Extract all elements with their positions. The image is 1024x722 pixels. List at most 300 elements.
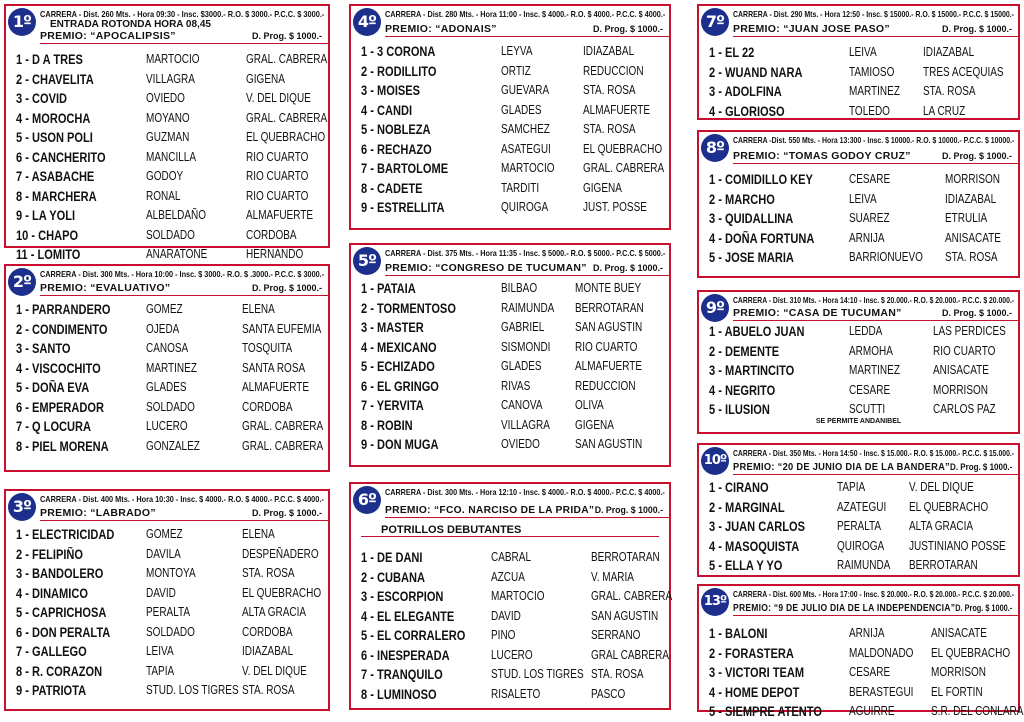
horse-name: 3 - QUIDALLINA	[709, 211, 794, 226]
entry-row	[709, 517, 1012, 537]
origin-place: TRES ACEQUIAS	[923, 64, 1004, 79]
origin-place: LA CRUZ	[923, 103, 966, 118]
entry-row	[709, 663, 1012, 683]
origin-place: BERROTARAN	[909, 558, 978, 572]
entry-row	[361, 279, 663, 299]
entry-row	[361, 416, 663, 436]
origin-place: MORRISON	[933, 382, 988, 397]
header-divider	[733, 163, 1018, 164]
horse-name: 2 - TORMENTOSO	[361, 300, 456, 316]
header-divider	[733, 474, 1018, 475]
jockey-name: DAVILA	[146, 546, 181, 561]
origin-place: ALMAFUERTE	[583, 102, 651, 117]
prize-line	[733, 307, 1012, 319]
entry-list	[709, 170, 1012, 268]
jockey-name: RONAL	[146, 188, 181, 203]
entry-list	[709, 322, 1012, 420]
entry-row	[709, 400, 1012, 420]
jockey-name: MARTOCIO	[491, 589, 545, 603]
entry-row	[709, 248, 1012, 268]
entry-row	[16, 187, 322, 207]
prize-name: PREMIO: “JUAN JOSE PASO”	[733, 23, 890, 35]
horse-name: 3 - BANDOLERO	[16, 566, 104, 581]
origin-place: GRAL. CABRERA	[583, 161, 665, 175]
prize-name: PREMIO: “20 DE JUNIO DIA DE LA BANDERA”	[733, 461, 951, 473]
horse-name: 4 - CANDI	[361, 102, 413, 118]
horse-name: 3 - MARTINCITO	[709, 363, 795, 378]
entry-row	[16, 359, 322, 379]
jockey-name: LEIVA	[146, 644, 174, 658]
jockey-name: BERASTEGUI	[849, 684, 914, 699]
horse-name: 7 - YERVITA	[361, 398, 424, 413]
origin-place: BERROTARAN	[575, 300, 644, 315]
jockey-name: SOLDADO	[146, 399, 195, 414]
jockey-name: LUCERO	[146, 419, 188, 433]
origin-place: SAN AGUSTIN	[591, 608, 659, 623]
entry-row	[16, 681, 322, 701]
origin-place: GRAL. CABRERA	[242, 419, 324, 433]
race-header: CARRERA - Dist. 350 Mts. - Hora 14:50 - Insc. $ 15.000.- R.O. $ 15.000.- P.C.C. $ 15.000.-	[733, 448, 1014, 458]
entry-row	[361, 120, 663, 140]
horse-name: 6 - DON PERALTA	[16, 624, 111, 640]
horse-name: 2 - MARGINAL	[709, 499, 785, 515]
horse-name: 9 - ESTRELLITA	[361, 200, 445, 215]
jockey-name: RAIMUNDA	[837, 558, 891, 572]
race-number-badge: 7º	[701, 8, 729, 36]
origin-place: RIO CUARTO	[246, 188, 309, 203]
entry-row	[709, 43, 1012, 63]
horse-name: 8 - R. CORAZON	[16, 663, 103, 679]
entry-row	[709, 209, 1012, 229]
entry-row	[709, 102, 1012, 122]
race-card	[349, 4, 671, 230]
horse-name: 5 - DOÑA EVA	[16, 380, 90, 395]
horse-name: 1 - DE DANI	[361, 550, 423, 565]
horse-name: 6 - INESPERADA	[361, 647, 450, 663]
jockey-name: LEYVA	[501, 44, 533, 58]
horse-name: 2 - RODILLITO	[361, 63, 437, 79]
horse-name: 1 - D A TRES	[16, 52, 83, 67]
origin-place: EL QUEBRACHO	[246, 130, 326, 144]
prize-name: PREMIO: “TOMAS GODOY CRUZ”	[733, 150, 911, 162]
origin-place: S.R. DEL CONLARA	[931, 704, 1024, 718]
jockey-name: ARNIJA	[849, 230, 885, 245]
jockey-name: RAIMUNDA	[501, 300, 555, 315]
origin-place: GIGENA	[246, 71, 285, 86]
origin-place: CORDOBA	[242, 624, 293, 639]
origin-place: V. MARIA	[591, 569, 634, 584]
entry-row	[16, 300, 322, 320]
origin-place: JUSTINIANO POSSE	[909, 538, 1006, 553]
entry-row	[16, 525, 322, 545]
entry-row	[16, 206, 322, 226]
entry-row	[709, 624, 1012, 644]
entry-row	[361, 548, 663, 568]
origin-place: STA. ROSA	[242, 683, 295, 697]
jockey-name: GUZMAN	[146, 130, 190, 144]
entry-row	[16, 128, 326, 148]
entry-list	[361, 42, 663, 218]
jockey-name: CANOVA	[501, 398, 543, 412]
jockey-name: RIVAS	[501, 378, 531, 393]
race-header: CARRERA - Dist. 375 Mts. - Hora 11:35 - Insc. $ 5000.- R.O. $ 5000.- P.C.C. $ 5000.-	[385, 248, 665, 258]
horse-name: 8 - PIEL MORENA	[16, 438, 109, 454]
race-header: CARRERA - Dist. 260 Mts. - Hora 09:30 - Insc. $3000.- R.O. $ 3000.- P.C.C. $ 3000.-	[40, 9, 324, 19]
race-number-badge: 3º	[8, 493, 36, 521]
jockey-name: CESARE	[849, 172, 891, 186]
horse-name: 6 - EMPERADOR	[16, 399, 104, 415]
entry-list	[16, 525, 322, 701]
jockey-name: DAVID	[146, 585, 176, 600]
entry-row	[16, 545, 322, 565]
prize-line	[40, 282, 322, 294]
horse-name: 2 - MARCHO	[709, 191, 775, 207]
race-header: CARRERA - Dist. 280 Mts. - Hora 11:00 - Insc. $ 4000.- R.O. $ 4000.- P.C.C. $ 4000.-	[385, 9, 665, 19]
race-card	[4, 264, 330, 472]
origin-place: SAN AGUSTIN	[575, 437, 643, 451]
header-divider	[733, 36, 1018, 37]
prize-name: PREMIO: “CONGRESO DE TUCUMAN”	[385, 262, 587, 274]
entry-list	[709, 43, 1012, 121]
prize-name: PREMIO: “APOCALIPSIS”	[40, 30, 176, 42]
entry-row	[709, 361, 1012, 381]
entry-row	[361, 159, 663, 179]
origin-place: CORDOBA	[242, 399, 293, 414]
race-card	[349, 482, 671, 710]
prize-line	[40, 507, 322, 519]
entry-row	[361, 42, 663, 62]
origin-place: STA. ROSA	[583, 83, 636, 97]
jockey-name: BILBAO	[501, 281, 538, 295]
jockey-name: GLADES	[146, 380, 187, 394]
origin-place: RIO CUARTO	[246, 169, 309, 183]
horse-name: 8 - ROBIN	[361, 417, 413, 433]
origin-place: ANISACATE	[931, 626, 987, 640]
entry-row	[16, 437, 322, 457]
horse-name: 1 - ELECTRICIDAD	[16, 527, 115, 542]
prize-amount: D. Prog. $ 1000.-	[592, 263, 663, 273]
entry-row	[16, 623, 322, 643]
race-card	[4, 489, 330, 711]
jockey-name: LEIVA	[849, 45, 877, 59]
prize-line	[733, 23, 1012, 35]
origin-place: LAS PERDICES	[933, 324, 1006, 338]
jockey-name: MALDONADO	[849, 645, 914, 660]
origin-place: REDUCCION	[583, 63, 644, 78]
entry-row	[361, 396, 663, 416]
race-number-badge: 1º	[8, 8, 36, 36]
entry-row	[361, 140, 663, 160]
prize-line	[40, 30, 322, 42]
race-number-badge: 6º	[353, 486, 381, 514]
origin-place: MORRISON	[931, 665, 986, 679]
horse-name: 5 - CAPRICHOSA	[16, 605, 107, 620]
entry-list	[709, 624, 1024, 722]
jockey-name: TAPIA	[837, 480, 866, 494]
entry-list	[361, 279, 663, 455]
jockey-name: OVIEDO	[146, 91, 185, 105]
horse-name: 7 - BARTOLOME	[361, 161, 449, 176]
header-divider	[40, 295, 328, 296]
horse-name: 1 - CIRANO	[709, 480, 769, 495]
entry-row	[16, 70, 322, 90]
jockey-name: SAMCHEZ	[501, 122, 550, 136]
entry-row	[709, 322, 1012, 342]
jockey-name: PERALTA	[146, 605, 191, 619]
entry-row	[16, 109, 328, 129]
jockey-name: GLADES	[501, 102, 542, 117]
entry-list	[361, 548, 673, 704]
jockey-name: SCUTTI	[849, 402, 886, 416]
entry-row	[16, 378, 322, 398]
origin-place: IDIAZABAL	[583, 44, 635, 58]
race-header: CARRERA -Dist. 550 Mts. - Hora 13:300 - Insc. $ 10000.- R.O. $ 10000.- P.C.C. $ 10000.-	[733, 135, 1014, 145]
origin-place: JUST. POSSE	[583, 200, 647, 214]
entry-row	[16, 339, 322, 359]
entry-row	[16, 320, 322, 340]
origin-place: EL QUEBRACHO	[242, 585, 322, 600]
jockey-name: AZATEGUI	[837, 499, 887, 514]
origin-place: STA. ROSA	[923, 84, 976, 98]
horse-name: 3 - MOISES	[361, 83, 421, 98]
prize-line	[385, 504, 663, 516]
prize-name: PREMIO: “ADONAIS”	[385, 23, 497, 35]
horse-name: 2 - WUAND NARA	[709, 64, 803, 80]
horse-name: 7 - ASABACHE	[16, 169, 95, 184]
horse-name: 4 - MEXICANO	[361, 339, 437, 355]
horse-name: 2 - FELIPIÑO	[16, 546, 84, 562]
jockey-name: AGUIRRE	[849, 704, 895, 718]
origin-place: CARLOS PAZ	[933, 402, 996, 416]
entry-row	[16, 564, 322, 584]
jockey-name: BARRIONUEVO	[849, 250, 923, 264]
horse-name: 6 - RECHAZO	[361, 141, 432, 157]
entry-row	[709, 82, 1012, 102]
origin-place: SANTA EUFEMIA	[242, 321, 322, 336]
jockey-name: MONTOYA	[146, 566, 196, 580]
horse-name: 3 - ESCORPION	[361, 589, 444, 604]
origin-place: RIO CUARTO	[246, 149, 309, 164]
race-card	[697, 130, 1020, 278]
entry-row	[361, 685, 663, 705]
prize-name: PREMIO: “LABRADO”	[40, 507, 156, 519]
jockey-name: CESARE	[849, 665, 891, 679]
origin-place: IDIAZABAL	[923, 45, 975, 59]
horse-name: 1 - COMIDILLO KEY	[709, 172, 813, 187]
race-number-badge: 4º	[353, 8, 381, 36]
horse-name: 2 - CHAVELITA	[16, 71, 94, 87]
prize-amount: D. Prog. $ 1000.-	[941, 151, 1012, 161]
jockey-name: PINO	[491, 628, 516, 642]
entry-row	[361, 357, 663, 377]
race-header: CARRERA - Dist. 400 Mts. - Hora 10:30 - Insc. $ 4000.- R.O. $ 4000.- P.C.C. $ 4000.-	[40, 494, 324, 504]
origin-place: GIGENA	[575, 417, 614, 432]
race-header: CARRERA - Dist. 290 Mts. - Hora 12:50 - Insc. $ 15000.- R.O. $ 15000.- P.C.C. $ 15000.-	[733, 9, 1014, 19]
entry-row	[16, 603, 322, 623]
jockey-name: ARNIJA	[849, 626, 885, 640]
origin-place: ANISACATE	[933, 363, 989, 377]
race-card	[697, 443, 1020, 577]
jockey-name: ORTIZ	[501, 63, 531, 78]
jockey-name: MARTINEZ	[849, 84, 900, 98]
horse-name: 1 - ABUELO JUAN	[709, 324, 805, 339]
jockey-name: GUEVARA	[501, 83, 550, 97]
horse-name: 9 - LA YOLI	[16, 208, 76, 223]
jockey-name: MARTOCIO	[501, 161, 555, 175]
jockey-name: RISALETO	[491, 686, 541, 701]
jockey-name: ALBELDAÑO	[146, 208, 207, 222]
entry-row	[709, 644, 1012, 664]
race-card	[349, 243, 671, 467]
entry-row	[16, 167, 322, 187]
origin-place: RIO CUARTO	[575, 339, 638, 354]
origin-place: IDIAZABAL	[242, 644, 294, 658]
prize-amount: D. Prog. $ 1000.-	[251, 508, 322, 518]
origin-place: SAN AGUSTIN	[575, 320, 643, 334]
race-number-badge: 2º	[8, 268, 36, 296]
jockey-name: ASATEGUI	[501, 141, 551, 156]
origin-place: STA. ROSA	[591, 667, 644, 681]
origin-place: BERROTARAN	[591, 550, 660, 564]
origin-place: HERNANDO	[246, 247, 304, 261]
prize-name: PREMIO: “FCO. NARCISO DE LA PRIDA”	[385, 504, 595, 516]
jockey-name: AZCUA	[491, 569, 525, 584]
jockey-name: TAPIA	[146, 663, 175, 678]
origin-place: GRAL. CABRERA	[246, 52, 328, 66]
header-divider	[385, 517, 669, 518]
origin-place: GIGENA	[583, 180, 622, 195]
origin-place: REDUCCION	[575, 378, 636, 393]
prize-line	[385, 262, 663, 274]
jockey-name: ANARATONE	[146, 247, 208, 261]
jockey-name: SISMONDI	[501, 339, 551, 354]
jockey-name: VILLAGRA	[146, 71, 195, 86]
origin-place: CORDOBA	[246, 227, 297, 242]
jockey-name: GODOY	[146, 169, 184, 183]
horse-name: 5 - EL CORRALERO	[361, 628, 466, 643]
horse-name: 2 - DEMENTE	[709, 343, 780, 359]
origin-place: V. DEL DIQUE	[246, 91, 311, 105]
jockey-name: SUAREZ	[849, 211, 890, 225]
horse-name: 5 - ELLA Y YO	[709, 558, 783, 573]
race-category: POTRILLOS DEBUTANTES	[361, 524, 659, 537]
entry-row	[16, 662, 322, 682]
horse-name: 2 - FORASTERA	[709, 645, 794, 661]
horse-name: 7 - GALLEGO	[16, 644, 87, 659]
origin-place: ELENA	[242, 302, 275, 316]
jockey-name: MANCILLA	[146, 149, 197, 164]
entry-list	[16, 300, 322, 456]
prize-amount: D. Prog. $ 1000.-	[950, 462, 1013, 472]
origin-place: EL FORTIN	[931, 684, 983, 699]
entry-row	[16, 89, 322, 109]
origin-place: STA. ROSA	[242, 566, 295, 580]
jockey-name: QUIROGA	[837, 538, 885, 553]
horse-name: 11 - LOMITO	[16, 247, 81, 262]
jockey-name: TARDITI	[501, 180, 540, 195]
horse-name: 8 - CADETE	[361, 180, 423, 196]
entry-row	[16, 226, 322, 246]
horse-name: 3 - MASTER	[361, 320, 424, 335]
horse-name: 4 - GLORIOSO	[709, 103, 785, 119]
horse-name: 9 - DON MUGA	[361, 437, 439, 452]
entry-row	[709, 537, 1012, 557]
race-header: CARRERA - Dist. 300 Mts. - Hora 12:10 - Insc. $ 4000.- R.O. $ 4000.- P.C.C. $ 4000.-	[385, 487, 665, 497]
jockey-name: QUIROGA	[501, 200, 549, 214]
prize-line	[733, 150, 1012, 162]
horse-name: 4 - HOME DEPOT	[709, 684, 800, 700]
horse-name: 1 - PATAIA	[361, 281, 416, 296]
prize-line	[385, 23, 663, 35]
entry-row	[361, 198, 663, 218]
race-number-badge: 9º	[701, 294, 729, 322]
horse-name: 4 - MOROCHA	[16, 110, 91, 126]
prize-amount: D. Prog. $ 1000.-	[941, 24, 1012, 34]
jockey-name: ARMOHA	[849, 343, 893, 358]
origin-place: ALMAFUERTE	[246, 208, 314, 222]
jockey-name: CANOSA	[146, 341, 189, 355]
entry-row	[16, 398, 322, 418]
horse-name: 4 - VISCOCHITO	[16, 360, 101, 376]
horse-name: 6 - CANCHERITO	[16, 149, 106, 165]
entry-row	[361, 318, 663, 338]
horse-name: 3 - SANTO	[16, 341, 71, 356]
origin-place: GRAL. CABRERA	[591, 589, 673, 603]
entry-row	[709, 229, 1012, 249]
origin-place: ALMAFUERTE	[575, 359, 643, 373]
origin-place: EL QUEBRACHO	[583, 141, 663, 156]
entry-row	[709, 170, 1012, 190]
entry-row	[361, 338, 663, 358]
entry-row	[709, 381, 1012, 401]
origin-place: STA. ROSA	[583, 122, 636, 136]
entry-row	[709, 683, 1012, 703]
entry-row	[361, 587, 673, 607]
origin-place: ALTA GRACIA	[242, 605, 307, 619]
horse-name: 1 - 3 CORONA	[361, 44, 436, 59]
entry-row	[16, 245, 322, 265]
entry-row	[16, 148, 322, 168]
origin-place: EL QUEBRACHO	[909, 499, 989, 514]
horse-name: 9 - PATRIOTA	[16, 683, 87, 698]
prize-amount: D. Prog. $ 1000.-	[941, 308, 1012, 318]
race-number-badge: 10º	[701, 447, 729, 475]
entry-row	[361, 81, 663, 101]
jockey-name: SOLDADO	[146, 227, 195, 242]
horse-name: 1 - BALONI	[709, 626, 768, 641]
horse-name: 8 - LUMINOSO	[361, 686, 437, 702]
origin-place: MONTE BUEY	[575, 281, 642, 295]
origin-place: STA. ROSA	[945, 250, 998, 264]
origin-place: IDIAZABAL	[945, 191, 997, 206]
entry-row	[361, 179, 663, 199]
header-divider	[733, 320, 1018, 321]
horse-name: 3 - ADOLFINA	[709, 84, 782, 99]
origin-place: SANTA ROSA	[242, 360, 306, 375]
horse-name: 1 - EL 22	[709, 45, 755, 60]
horse-name: 7 - Q LOCURA	[16, 419, 92, 434]
entry-row	[16, 417, 322, 437]
entry-row	[361, 568, 663, 588]
origin-place: DESPEÑADERO	[242, 546, 319, 561]
origin-place: GRAL. CABRERA	[246, 110, 328, 125]
jockey-name: OVIEDO	[501, 437, 540, 451]
jockey-name: SOLDADO	[146, 624, 195, 639]
entry-row	[361, 62, 663, 82]
jockey-name: GOMEZ	[146, 302, 183, 316]
jockey-name: OJEDA	[146, 321, 180, 336]
prize-amount: D. Prog. $ 1000.-	[955, 603, 1013, 613]
